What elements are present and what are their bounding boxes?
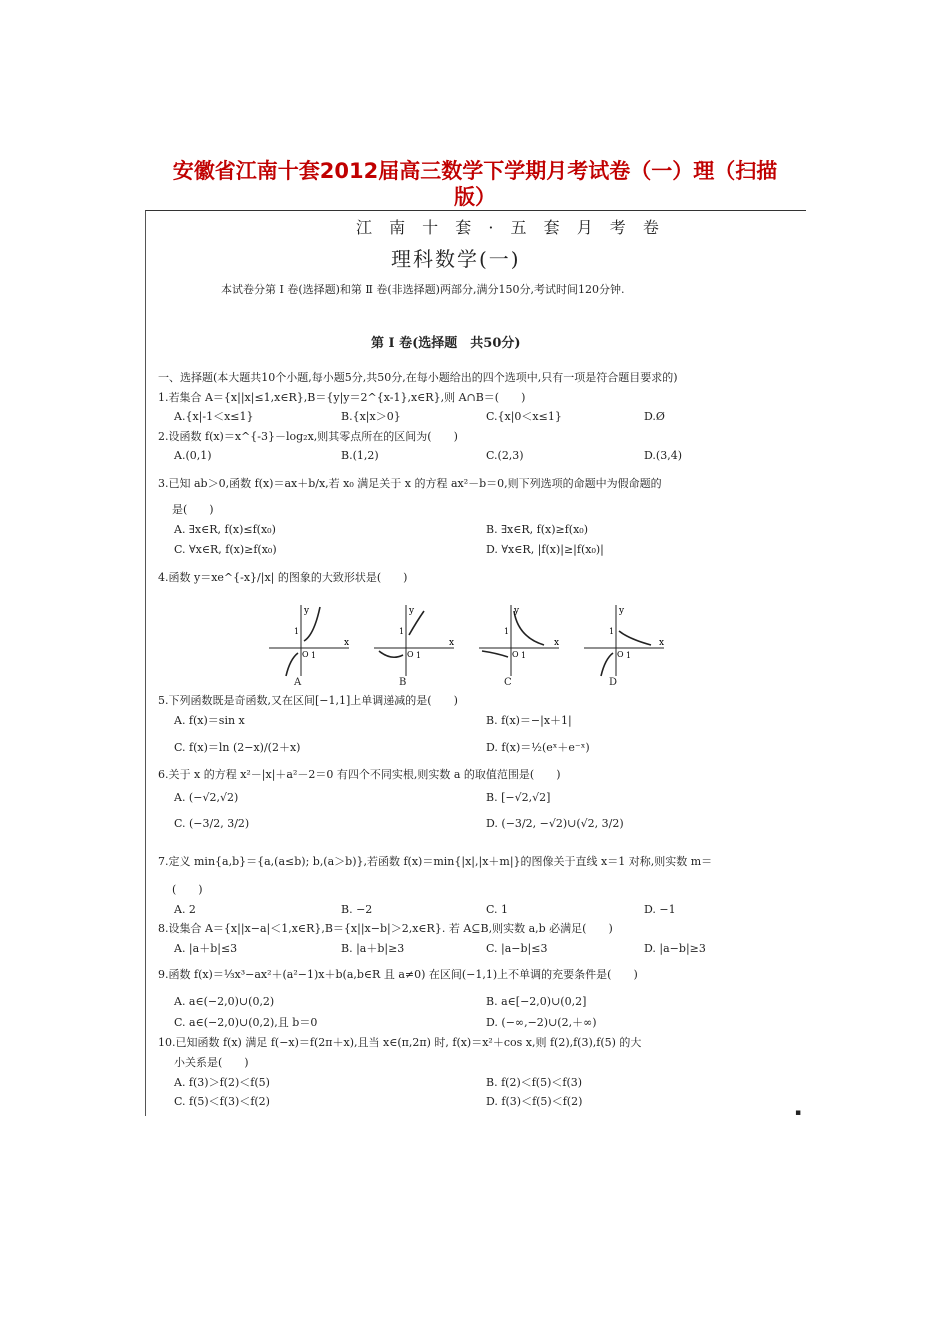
svg-text:O: O [407,650,414,659]
exam-intro: 本试卷分第 Ⅰ 卷(选择题)和第 Ⅱ 卷(非选择题)两部分,满分150分,考试时间120分钟. [221,283,625,296]
document-title [0,158,950,210]
q7-stem-cont: ( ) [172,883,203,896]
q8-option-a: A. |a＋b|≤3 [174,942,238,955]
q1-option-b: B.{x|x＞0} [341,410,401,423]
q10-option-a: A. f(3)＞f(2)＜f(5) [174,1076,270,1089]
q2-stem: 2.设函数 f(x)＝x^{-3}－log₂x,则其零点所在的区间为( ) [158,430,458,443]
q1-stem: 1.若集合 A＝{x||x|≤1,x∈R},B＝{y|y＝2^{x-1},x∈R},则 A∩B＝( ) [158,391,526,404]
svg-text:x: x [554,638,560,648]
q7-option-b: B. −2 [341,903,373,916]
graph-a-plot [264,601,354,679]
graph-a-label: A [294,677,302,688]
graph-b-label: B [399,677,407,688]
q4-graph-options [264,601,784,686]
graph-c-plot [474,601,564,679]
q10-stem: 10.已知函数 f(x) 满足 f(−x)＝f(2π＋x),且当 x∈(π,2π) 时, f(x)＝x²＋cos x,则 f(2),f(3),f(5) 的大 [158,1036,642,1049]
graph-b-plot [369,601,459,679]
section-instructions: 一、选择题(本大题共10个小题,每小题5分,共50分,在每小题给出的四个选项中,只有一项是符合题目要求的) [158,371,678,384]
series-header: 江 南 十 套 · 五 套 月 考 卷 [356,218,665,237]
svg-text:1: 1 [626,651,632,660]
subject-header: 理科数学(一) [391,247,521,271]
q7-option-c: C. 1 [486,903,509,916]
q3-option-a: A. ∃x∈R, f(x)≤f(x₀) [174,523,276,536]
q2-option-c: C.(2,3) [486,449,524,462]
q3-option-d: D. ∀x∈R, |f(x)|≥|f(x₀)| [486,543,604,556]
q3-option-b: B. ∃x∈R, f(x)≥f(x₀) [486,523,589,536]
q1-option-c: C.{x|0＜x≤1} [486,410,562,423]
q8-option-d: D. |a−b|≥3 [644,942,706,955]
svg-text:1: 1 [311,651,317,660]
q6-stem: 6.关于 x 的方程 x²－|x|＋a²－2＝0 有四个不同实根,则实数 a 的取值范围是( ) [158,768,561,781]
q5-stem: 5.下列函数既是奇函数,又在区间[−1,1]上单调递减的是( ) [158,694,458,707]
q5-option-c: C. f(x)＝ln (2−x)/(2＋x) [174,741,301,754]
q8-option-b: B. |a＋b|≥3 [341,942,405,955]
q3-stem-cont: 是( ) [172,503,214,516]
svg-text:1: 1 [416,651,422,660]
svg-text:y: y [304,606,310,616]
q9-option-b: B. a∈[−2,0)∪(0,2] [486,995,587,1008]
page-edge-mark: ▪ [795,1108,802,1118]
q9-stem: 9.函数 f(x)＝⅓x³−ax²＋(a²−1)x＋b(a,b∈R 且 a≠0) 在区间(−1,1)上不单调的充要条件是( ) [158,968,638,981]
svg-text:1: 1 [521,651,527,660]
q6-option-b: B. [−√2,√2] [486,791,551,804]
q6-option-a: A. (−√2,√2) [174,791,239,804]
q1-option-d: D.Ø [644,410,665,423]
q4-graph-a [264,601,354,686]
q9-option-a: A. a∈(−2,0)∪(0,2) [174,995,275,1008]
svg-text:x: x [449,638,455,648]
q4-graph-b [369,601,459,686]
q6-option-d: D. (−3/2, −√2)∪(√2, 3/2) [486,817,624,830]
q2-option-a: A.(0,1) [174,449,212,462]
q1-option-a: A.{x|-1＜x≤1} [174,410,254,423]
q2-option-b: B.(1,2) [341,449,379,462]
q3-stem: 3.已知 ab＞0,函数 f(x)＝ax＋b/x,若 x₀ 满足关于 x 的方程 ax²－b＝0,则下列选项的命题中为假命题的 [158,477,662,490]
svg-text:1: 1 [399,627,405,636]
svg-text:1: 1 [294,627,300,636]
q10-option-b: B. f(2)＜f(5)＜f(3) [486,1076,583,1089]
q8-option-c: C. |a−b|≤3 [486,942,548,955]
graph-d-label: D [609,677,618,688]
svg-text:y: y [409,606,415,616]
q9-option-d: D. (−∞,−2)∪(2,＋∞) [486,1016,597,1029]
svg-text:x: x [344,638,350,648]
graph-c-label: C [504,677,512,688]
svg-text:y: y [514,606,520,616]
svg-text:O: O [512,650,519,659]
q4-graph-c [474,601,564,686]
q5-option-a: A. f(x)＝sin x [174,714,245,727]
svg-text:O: O [617,650,624,659]
q10-stem-cont: 小关系是( ) [174,1056,249,1069]
svg-text:y: y [619,606,625,616]
q5-option-b: B. f(x)＝−|x＋1| [486,714,572,727]
q3-option-c: C. ∀x∈R, f(x)≥f(x₀) [174,543,277,556]
title-line-1: 安徽省江南十套2012届高三数学下学期月考试卷（一）理（扫描 [172,159,778,183]
q4-stem: 4.函数 y＝xe^{-x}/|x| 的图象的大致形状是( ) [158,571,408,584]
q6-option-c: C. (−3/2, 3/2) [174,817,250,830]
q7-option-d: D. −1 [644,903,676,916]
q2-option-d: D.(3,4) [644,449,683,462]
svg-text:1: 1 [609,627,615,636]
q5-option-d: D. f(x)＝½(eˣ＋e⁻ˣ) [486,741,590,754]
q7-stem: 7.定义 min{a,b}＝{a,(a≤b); b,(a＞b)},若函数 f(x)＝min{|x|,|x＋m|}的图像关于直线 x＝1 对称,则实数 m＝ [158,855,713,868]
q10-option-c: C. f(5)＜f(3)＜f(2) [174,1095,270,1108]
q8-stem: 8.设集合 A＝{x||x−a|＜1,x∈R},B＝{x||x−b|＞2,x∈R}. 若 A⊆B,则实数 a,b 必满足( ) [158,922,613,935]
q10-option-d: D. f(3)＜f(5)＜f(2) [486,1095,583,1108]
q7-option-a: A. 2 [174,903,196,916]
part-1-heading: 第 Ⅰ 卷(选择题 共50分) [371,336,521,351]
svg-text:O: O [302,650,309,659]
svg-text:1: 1 [504,627,510,636]
graph-d-plot [579,601,669,679]
svg-text:x: x [659,638,665,648]
scanned-exam-page [145,210,806,1116]
q4-graph-d [579,601,669,686]
q9-option-c: C. a∈(−2,0)∪(0,2),且 b＝0 [174,1016,318,1029]
title-line-2: 版） [454,185,496,209]
